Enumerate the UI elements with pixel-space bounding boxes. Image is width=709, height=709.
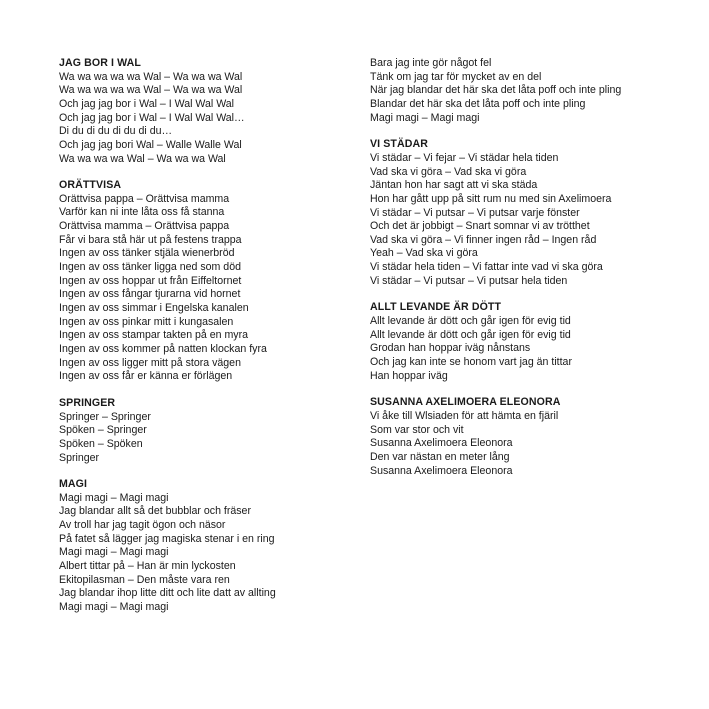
- lyric-line: Allt levande är dött och går igen för evig tid: [370, 328, 571, 341]
- song-orattvisa: [59, 179, 359, 384]
- lyric-line: Ingen av oss simmar i Engelska kanalen: [59, 302, 249, 315]
- lyric-line: Ingen av oss pinkar mitt i kungasalen: [59, 315, 234, 328]
- lyric-line: Och jag jag bor i Wal – I Wal Wal Wal…: [59, 111, 245, 124]
- lyric-line: Ingen av oss kommer på natten klockan fyra: [59, 343, 267, 355]
- lyric-line: Magi magi – Magi magi: [59, 546, 169, 559]
- lyric-line: Vi åke till Wlsiaden för att hämta en fjäril: [370, 409, 559, 422]
- song-title: MAGI: [59, 478, 88, 491]
- lyric-line: Allt levande är dött och går igen för evig tid: [370, 315, 571, 328]
- song-title: VI STÄDAR: [370, 138, 428, 151]
- right-column: [370, 57, 670, 491]
- song-vi-stadar: [370, 138, 670, 288]
- song-susanna-axelimoera-eleonora: [370, 396, 670, 478]
- lyric-line: Ingen av oss stampar takten på en myra: [59, 329, 249, 342]
- song-springer: [59, 397, 359, 465]
- lyric-line: Och jag jag bori Wal – Walle Walle Wal: [59, 138, 242, 151]
- song-title: SUSANNA AXELIMOERA ELEONORA: [370, 396, 561, 409]
- lyric-line: Ingen av oss ligger mitt på stora vägen: [59, 356, 241, 369]
- lyric-line: Springer: [59, 451, 100, 464]
- lyric-line: Och jag jag bor i Wal – I Wal Wal Wal: [59, 97, 235, 110]
- lyric-line: På fatet så lägger jag magiska stenar i en ring: [59, 532, 275, 545]
- lyric-line: Grodan han hoppar iväg nånstans: [370, 342, 531, 355]
- song-jag-bor-i-wal: [59, 57, 359, 166]
- lyric-line: Får vi bara stå här ut på festens trappa: [59, 233, 242, 246]
- lyric-line: Vi städar – Vi fejar – Vi städar hela tiden: [370, 151, 559, 164]
- lyric-line: Jag blandar ihop litte ditt och lite datt av allting: [59, 587, 276, 600]
- lyric-line: Spöken – Spöken: [59, 437, 143, 450]
- lyric-line: Yeah – Vad ska vi göra: [370, 247, 478, 260]
- lyric-line: Som var stor och vit: [370, 423, 464, 436]
- lyric-line: Ingen av oss fångar tjurarna vid hornet: [59, 288, 241, 301]
- lyric-line: Och jag kan inte se honom vart jag än tittar: [370, 356, 572, 368]
- lyric-line: Han hoppar iväg: [370, 369, 448, 382]
- lyric-line: Susanna Axelimoera Eleonora: [370, 437, 513, 450]
- song-magi: [59, 478, 359, 615]
- lyric-line: Di du di du di du di du…: [59, 125, 173, 138]
- lyric-line: Vad ska vi göra – Vi finner ingen råd – Ingen råd: [370, 233, 597, 246]
- lyric-line: Hon har gått upp på sitt rum nu med sin Axelimoera: [370, 192, 612, 205]
- lyric-line: Orättvisa pappa – Orättvisa mamma: [59, 192, 230, 205]
- lyric-line: Magi magi – Magi magi: [59, 491, 169, 504]
- lyric-line: Orättvisa mamma – Orättvisa pappa: [59, 220, 230, 233]
- lyric-line: Wa wa wa wa wa Wal – Wa wa wa Wal: [59, 70, 243, 83]
- song-allt-levande-ar-dott: [370, 301, 670, 383]
- song-title: JAG BOR I WAL: [59, 57, 141, 69]
- lyric-line: Jag blandar allt så det bubblar och fräser: [59, 505, 251, 518]
- lyric-line: Spöken – Springer: [59, 424, 147, 437]
- left-column: [59, 57, 359, 628]
- lyric-line: Wa wa wa wa Wal – Wa wa wa Wal: [59, 152, 226, 165]
- lyric-line: Ingen av oss får er känna er förlägen: [59, 370, 233, 383]
- lyric-line: Ingen av oss tänker stjäla wienerbröd: [59, 247, 235, 260]
- lyric-line: Varför kan ni inte låta oss få stanna: [59, 206, 225, 219]
- lyric-line: Springer – Springer: [59, 410, 151, 423]
- lyric-line: Jäntan hon har sagt att vi ska städa: [370, 179, 538, 192]
- song-title: ALLT LEVANDE ÄR DÖTT: [370, 301, 502, 314]
- lyric-line: Vad ska vi göra – Vad ska vi göra: [370, 165, 527, 178]
- lyric-line: Den var nästan en meter lång: [370, 450, 510, 463]
- lyric-line: Susanna Axelimoera Eleonora: [370, 464, 513, 477]
- song-title: ORÄTTVISA: [59, 179, 122, 192]
- lyric-line: När jag blandar det här ska det låta poff och inte pling: [370, 84, 622, 97]
- song-title: SPRINGER: [59, 396, 116, 409]
- song-continuation: [370, 57, 670, 125]
- lyric-line: Av troll har jag tagit ögon och näsor: [59, 519, 226, 532]
- lyric-line: Magi magi – Magi magi: [59, 601, 169, 614]
- lyric-line: Tänk om jag tar för mycket av en del: [370, 70, 542, 83]
- lyric-line: Ingen av oss hoppar ut från Eiffeltornet: [59, 274, 242, 287]
- lyric-line: Vi städar – Vi putsar – Vi putsar varje fönster: [370, 206, 580, 219]
- lyric-line: Vi städar – Vi putsar – Vi putsar hela tiden: [370, 274, 568, 287]
- lyric-line: Och det är jobbigt – Snart somnar vi av trötthet: [370, 220, 590, 233]
- lyric-line: Wa wa wa wa wa Wal – Wa wa wa Wal: [59, 84, 243, 97]
- lyric-line: Albert tittar på – Han är min lyckosten: [59, 560, 236, 573]
- lyric-line: Magi magi – Magi magi: [370, 111, 480, 124]
- lyric-line: Blandar det här ska det låta poff och inte pling: [370, 97, 586, 110]
- lyric-line: Vi städar hela tiden – Vi fattar inte vad vi ska göra: [370, 261, 603, 274]
- lyric-line: Ingen av oss tänker ligga ned som död: [59, 261, 241, 274]
- lyric-line: Bara jag inte gör något fel: [370, 57, 492, 69]
- lyric-line: Ekitopilasman – Den måste vara ren: [59, 573, 230, 586]
